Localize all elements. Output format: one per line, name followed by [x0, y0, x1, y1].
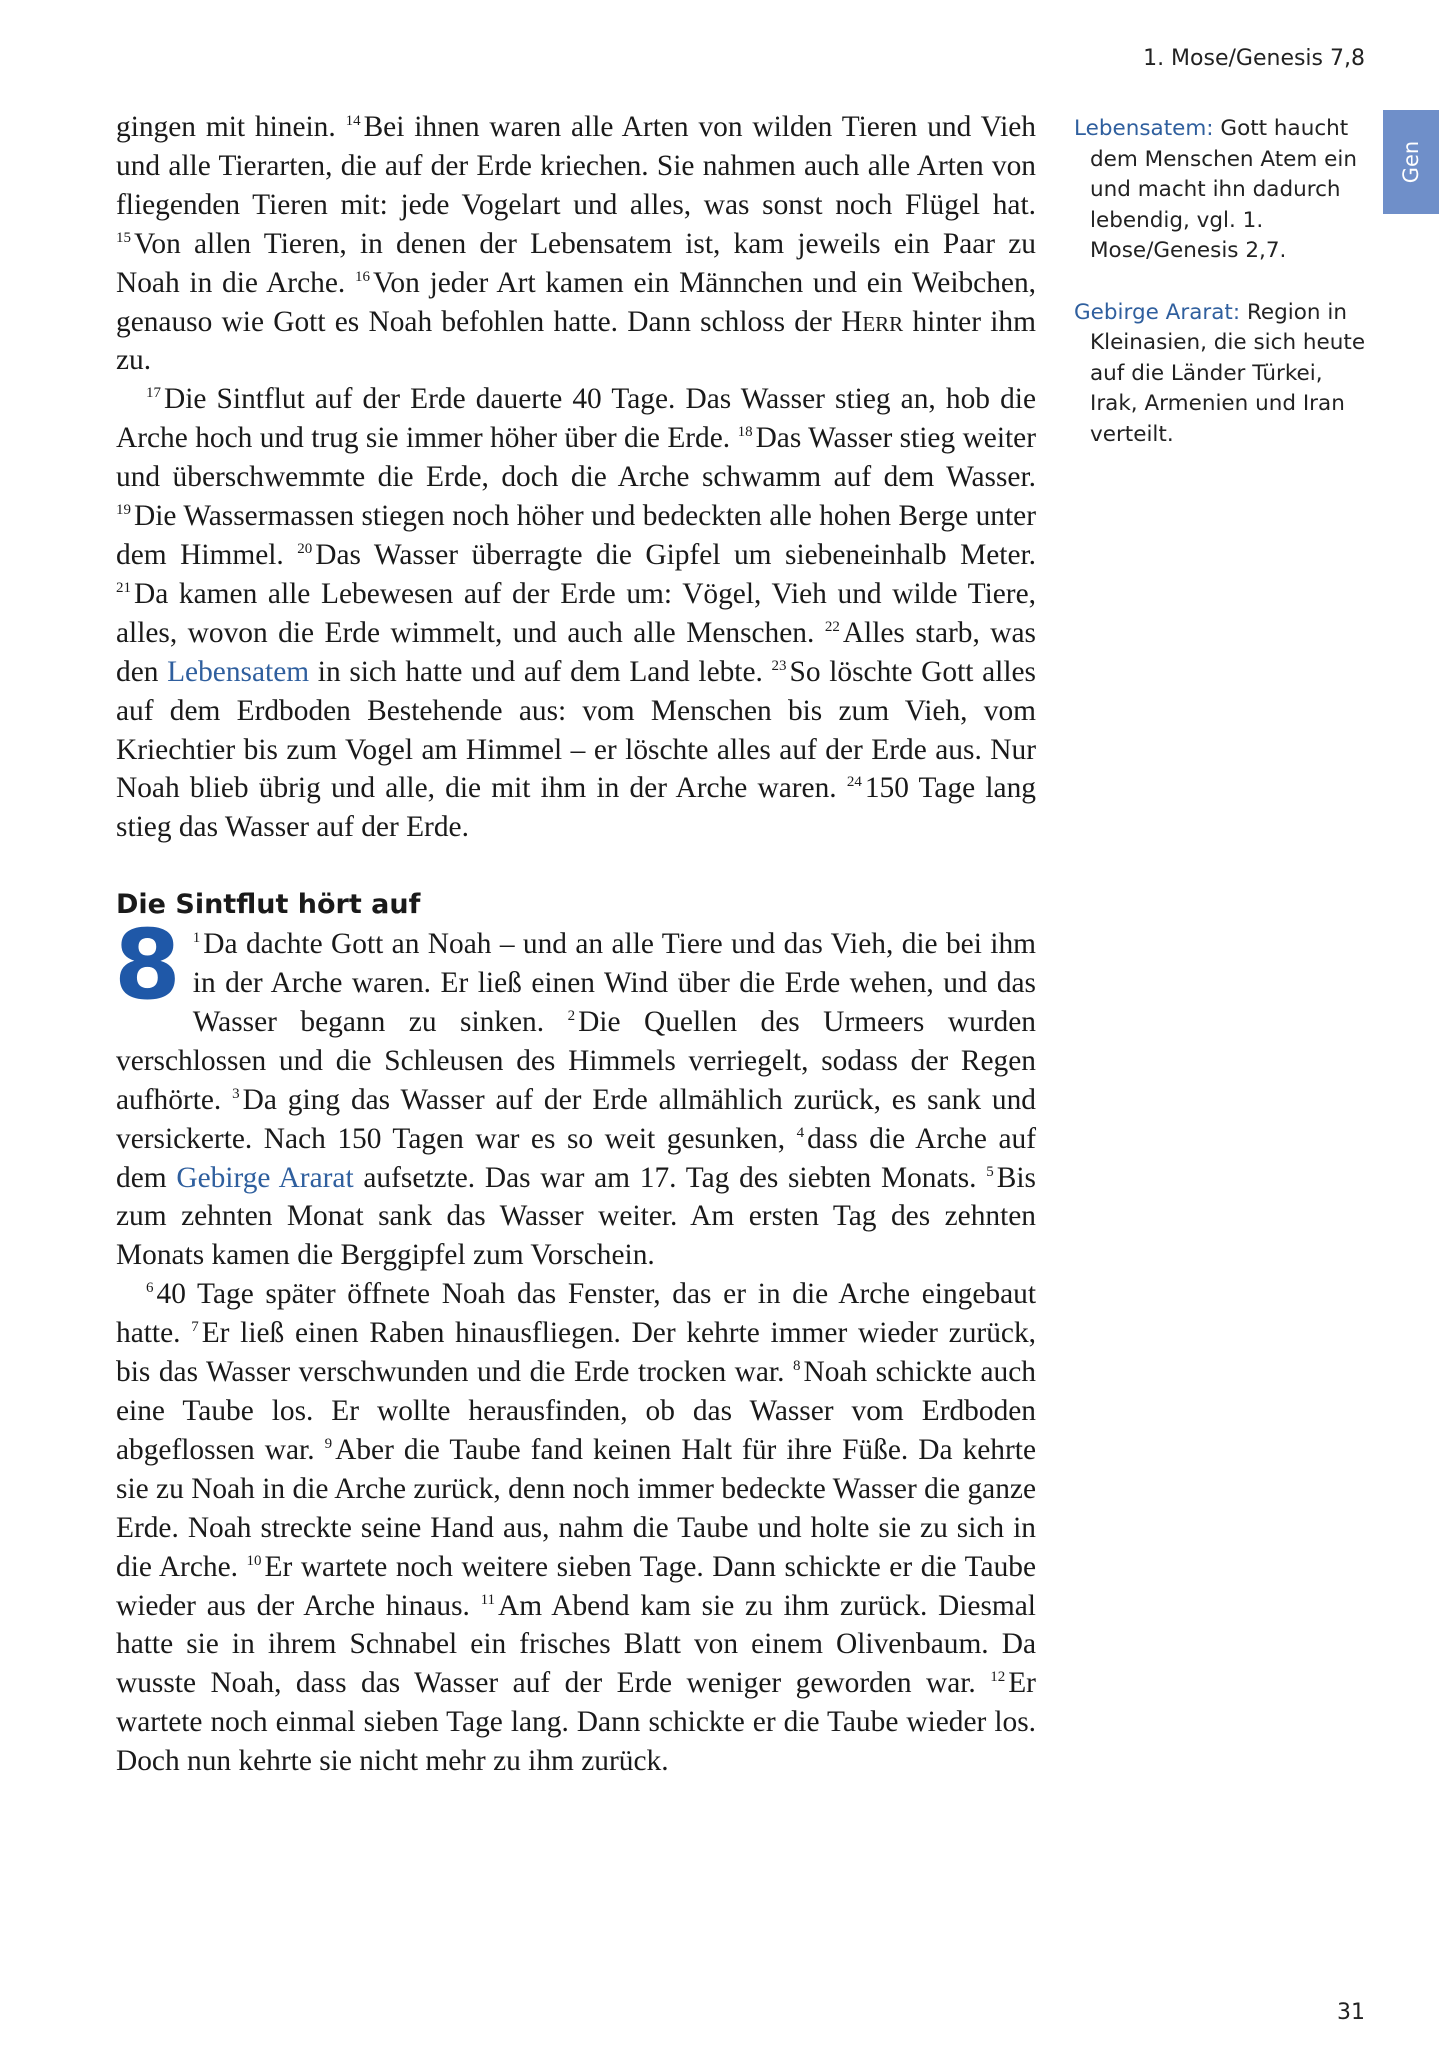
main-text: [116, 108, 1036, 1781]
verse-text: hinter ihm zu.: [116, 305, 1036, 377]
verse-text: gingen mit hinein.: [116, 111, 336, 143]
verse-text: Er wartete noch einmal sieben Tage lang. Dann schickte er die Taube wieder los. Doch nun kehrte sie nicht mehr zu ihm zurück.: [116, 1667, 1036, 1778]
verse-text: Alles starb, was den: [116, 616, 1036, 688]
glossary-link-gebirge-ararat[interactable]: Gebirge Ararat: [176, 1161, 354, 1194]
chapter-number: 8: [114, 909, 181, 1022]
paragraph-3: [114, 909, 1036, 1275]
verse-number: 21: [116, 579, 131, 596]
verse-number: 7: [191, 1319, 199, 1336]
glossary-sidebar: [1074, 114, 1374, 481]
verse-number: 22: [824, 618, 840, 635]
section-heading: Die Sintflut hört auf: [116, 889, 421, 921]
paragraph-1: [116, 108, 1036, 380]
running-head: 1. Mose/Genesis 7,8: [1143, 46, 1365, 71]
book-tab[interactable]: [1383, 110, 1439, 214]
verse-number: 15: [116, 229, 131, 246]
verse-text: Er ließ einen Raben hinausfliegen. Der kehrte immer wieder zurück, bis das Wasser verschwunden und die Erde trocken war.: [116, 1317, 1036, 1389]
verse-text: Aber die Taube fand keinen Halt für ihre Füße. Da kehrte sie zu Noah in die Arche zurück, denn noch immer bedeckte Wasser die ganze Erde. Noah streckte seine Hand aus, nahm die Taube und holte sie zu sich in die Arche.: [116, 1433, 1036, 1583]
verse-number: 14: [345, 113, 361, 129]
lord-small-caps: Herr: [841, 305, 904, 338]
verse-text: Da dachte Gott an Noah – und an alle Tiere und das Vieh, die bei ihm in der Arche waren. Er ließ einen Wind über die Erde wehen, und das Wasser begann zu sinken.: [192, 928, 1036, 1038]
paragraph-4: [116, 1275, 1036, 1781]
verse-text: Die Wassermassen stiegen noch höher und bedeckten alle hohen Berge unter dem Himmel.: [116, 500, 1036, 571]
verse-number: 18: [737, 424, 753, 441]
book-tab-label: Gen: [1399, 140, 1423, 184]
verse-text: Am Abend kam sie zu ihm zurück. Diesmal hatte sie in ihrem Schnabel ein frisches Blatt von einem Olivenbaum. Da wusste Noah, dass das Wasser auf der Erde weniger geworden war.: [116, 1589, 1036, 1700]
verse-number: 10: [246, 1552, 262, 1569]
glossary-link-lebensatem[interactable]: Lebensatem: [167, 655, 310, 688]
glossary-definition: Region in Kleinasien, die sich heute auf die Länder Türkei, Irak, Armenien und Iran verteilt.: [1090, 299, 1366, 447]
verse-text: aufsetzte. Das war am 17. Tag des siebten Monats.: [363, 1161, 977, 1194]
verse-number: 24: [846, 774, 862, 791]
verse-text: in sich hatte und auf dem Land lebte.: [317, 655, 763, 688]
verse-number: 2: [567, 1007, 576, 1024]
verse-number: 20: [297, 540, 313, 557]
verse-number: 19: [116, 502, 131, 519]
paragraph-2: [116, 380, 1036, 847]
verse-text: Die Sintflut auf der Erde dauerte 40 Tage. Das Wasser stieg an, hob die Arche hoch und trug sie immer höher über die Erde.: [116, 383, 1036, 455]
verse-text: Von allen Tieren, in denen der Lebensatem ist, kam jeweils ein Paar zu Noah in die Arche.: [116, 227, 1036, 299]
verse-text: 150 Tage lang stieg das Wasser auf der Erde.: [116, 772, 1036, 844]
verse-text: Da kamen alle Lebewesen auf der Erde um: Vögel, Vieh und wilde Tiere, alles, wovon die Erde wimmelt, und auch alle Menschen.: [116, 577, 1036, 649]
glossary-term: Lebensatem:: [1074, 116, 1214, 141]
verse-number: 11: [480, 1591, 496, 1608]
verse-text: So löschte Gott alles auf dem Erdboden Bestehende aus: vom Menschen bis zum Vieh, vom Kriechtier bis zum Vogel am Himmel – er löschte alles auf der Erde aus. Nur Noah blieb übrig und alle, die mit ihm in der Arche waren.: [116, 655, 1036, 805]
verse-number: 17: [146, 385, 161, 402]
verse-text: Da ging das Wasser auf der Erde allmählich zurück, es sank und versickerte. Nach 150 Tagen war es so weit gesunken,: [116, 1083, 1036, 1155]
verse-number: 6: [146, 1280, 154, 1297]
verse-text: Bei ihnen waren alle Arten von wilden Tieren und Vieh und alle Tierarten, die auf der Erde kriechen. Sie nahmen auch alle Arten von fliegenden Tieren mit: jede Vogelart und alles, was sonst noch Flügel hat.: [116, 111, 1036, 221]
verse-text: 40 Tage später öffnete Noah das Fenster, das er in die Arche eingebaut hatte.: [116, 1278, 1036, 1350]
verse-text: Bis zum zehnten Monat sank das Wasser weiter. Am ersten Tag des zehnten Monats kamen die Berggipfel zum Vorschein.: [116, 1161, 1036, 1272]
verse-text: dass die Arche auf dem: [116, 1122, 1036, 1194]
verse-number: 4: [796, 1124, 805, 1141]
verse-text: Noah schickte auch eine Taube los. Er wollte herausfinden, ob das Wasser vom Erdboden abgeflossen war.: [116, 1356, 1036, 1466]
glossary-entry-lebensatem: [1074, 114, 1374, 267]
verse-number: 8: [792, 1358, 801, 1375]
verse-text: Das Wasser überragte die Gipfel um siebeneinhalb Meter.: [315, 538, 1036, 571]
glossary-term: Gebirge Ararat:: [1074, 299, 1241, 325]
verse-text: Von jeder Art kamen ein Männchen und ein Weibchen, genauso wie Gott es Noah befohlen hatte. Dann schloss der: [116, 266, 1037, 338]
verse-number: 3: [232, 1085, 240, 1102]
page-number: 31: [1337, 2000, 1365, 2025]
glossary-entry-gebirge-ararat: [1074, 298, 1374, 451]
verse-number: 9: [324, 1435, 333, 1452]
verse-text: Die Quellen des Urmeers wurden verschlossen und die Schleusen des Himmels verriegelt, sodass der Regen aufhörte.: [116, 1005, 1036, 1116]
verse-number: 1: [192, 930, 201, 947]
verse-text: Er wartete noch weitere sieben Tage. Dann schickte er die Taube wieder aus der Arche hinaus.: [116, 1550, 1036, 1622]
verse-text: Das Wasser stieg weiter und überschwemmte die Erde, doch die Arche schwamm auf dem Wasser.: [116, 422, 1037, 494]
verse-number: 23: [771, 657, 787, 674]
verse-number: 16: [354, 268, 370, 285]
verse-number: 12: [990, 1669, 1006, 1686]
glossary-definition: Gott haucht dem Menschen Atem ein und macht ihn dadurch lebendig, vgl. 1. Mose/Genesis 2,7.: [1090, 116, 1357, 263]
verse-number: 5: [986, 1163, 994, 1180]
